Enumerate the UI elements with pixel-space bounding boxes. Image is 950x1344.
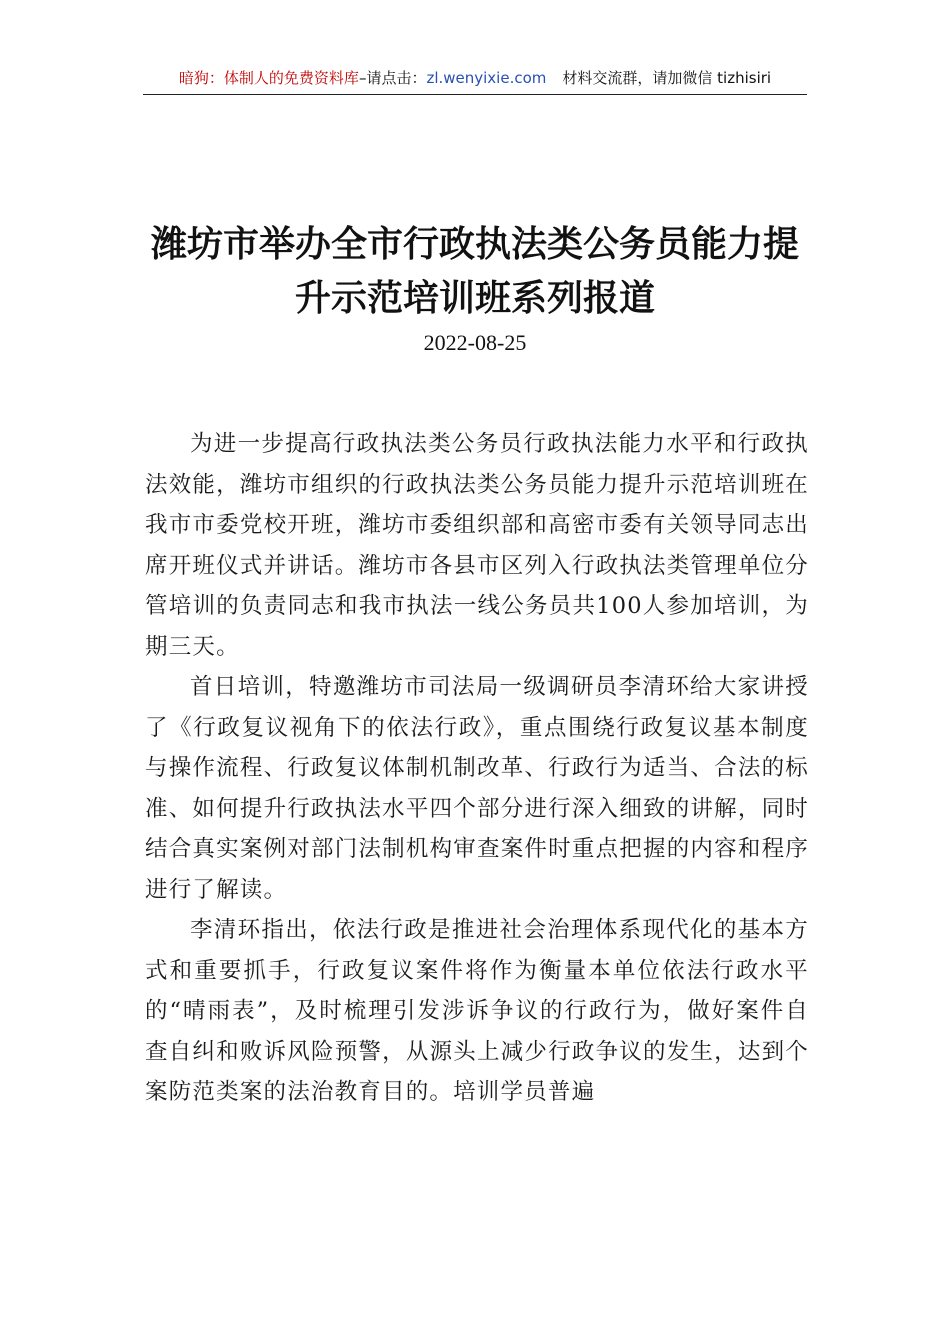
article-title-line-1: 潍坊市举办全市行政执法类公务员能力提: [150, 224, 799, 265]
article-date: 2022-08-25: [423, 330, 527, 355]
article-body: [145, 424, 809, 1113]
article-title: [120, 218, 830, 326]
header-contact: 材料交流群，请加微信 tizhisiri: [562, 69, 772, 87]
header-prompt: –请点击：: [358, 69, 427, 87]
header-brand: 暗狗：体制人的免费资料库: [178, 69, 359, 87]
article-title-line-2: 升示范培训班系列报道: [294, 278, 655, 319]
header-link[interactable]: zl.wenyixie.com: [426, 69, 547, 87]
paragraph: 为进一步提高行政执法类公务员行政执法能力水平和行政执法效能，潍坊市组织的行政执法类公务员能力提升示范培训班在我市市委党校开班，潍坊市委组织部和高密市委有关领导同志出席开班仪式并讲话。潍坊市各县市区列入行政执法类管理单位分管培训的负责同志和我市执法一线公务员共100人参加培训，为期三天。: [145, 431, 809, 660]
paragraph: 李清环指出，依法行政是推进社会治理体系现代化的基本方式和重要抓手，行政复议案件将作为衡量本单位依法行政水平的“晴雨表”，及时梳理引发涉诉争议的行政行为，做好案件自查自纠和败诉风险预警，从源头上减少行政争议的发生，达到个案防范类案的法治教育目的。培训学员普遍: [145, 917, 809, 1105]
paragraph: 首日培训，特邀潍坊市司法局一级调研员李清环给大家讲授了《行政复议视角下的依法行政》，重点围绕行政复议基本制度与操作流程、行政复议体制机制改革、行政行为适当、合法的标准、如何提升行政执法水平四个部分进行深入细致的讲解，同时结合真实案例对部门法制机构审查案件时重点把握的内容和程序进行了解读。: [145, 674, 809, 903]
document-header: [143, 68, 807, 95]
